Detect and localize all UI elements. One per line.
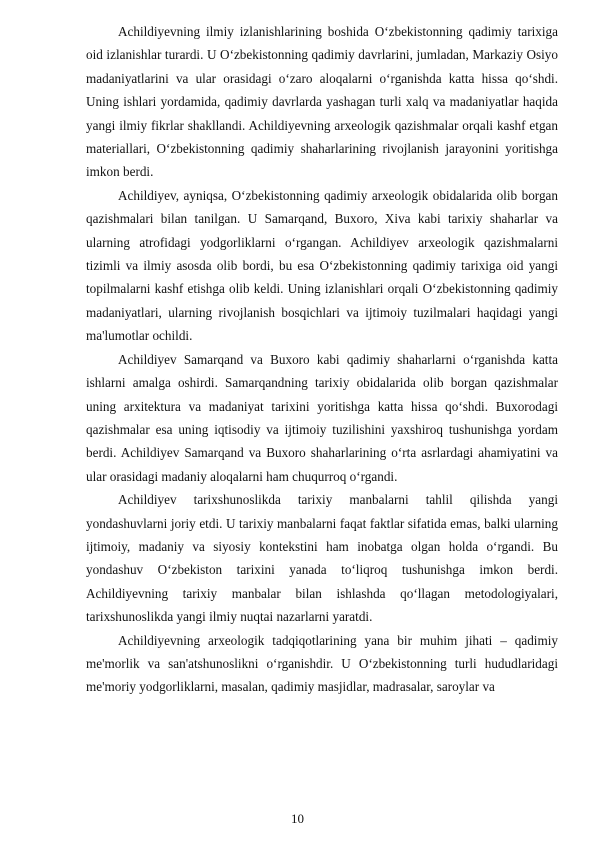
paragraph: Achildiyev, ayniqsa, O‘zbekistonning qadimiy arxeologik obidalarida olib borgan qazishmalari bilan tanilgan. U Samarqand, Buxoro, Xiva kabi tarixiy shaharlar va ularning atrofidagi yodgorliklarni o‘rgangan. Achildiyev arxeologik qazishmalarni tizimli va ilmiy asosda olib bordi, bu esa O‘zbekistonning qadimiy tarixiga oid yangi topilmalarni kashf etishga olib keldi. Uning izlanishlari orqali O‘zbekistonning qadimiy madaniyatlari, ularning rivojlanish bosqichlari va ijtimoiy tuzilmalari haqidagi yangi ma'lumotlar ochildi.	[86, 187, 558, 344]
body-text	[86, 20, 558, 699]
paragraph: Achildiyevning arxeologik tadqiqotlarining yana bir muhim jihati – qadimiy me'morlik va san'atshunoslikni o‘rganishdir. U O‘zbekistonning turli hududlaridagi me'moriy yodgorliklarni, masalan, qadimiy masjidlar, madrasalar, saroylar va	[86, 632, 558, 695]
paragraph: Achildiyevning ilmiy izlanishlarining boshida O‘zbekistonning qadimiy tarixiga oid izlanishlar turardi. U O‘zbekistonning qadimiy davrlarini, jumladan, Markaziy Osiyo madaniyatlarini va ular orasidagi o‘zaro aloqalarni o‘rganishda katta hissa qo‘shdi. Uning ishlari yordamida, qadimiy davrlarda yashagan turli xalq va madaniyatlar haqida yangi ilmiy fikrlar shakllandi. Achildiyevning arxeologik qazishmalar orqali kashf etgan materiallari, O‘zbekistonning qadimiy shaharlarining rivojlanish jarayonini yoritishga imkon berdi.	[86, 24, 558, 180]
paragraph: Achildiyev Samarqand va Buxoro kabi qadimiy shaharlarni o‘rganishda katta ishlarni amalga oshirdi. Samarqandning tarixiy obidalarida olib borgan qazishmalar uning arxitektura va madaniyat tarixini yoritishga katta hissa qo‘shdi. Buxorodagi qazishmalar esa uning iqtisodiy va ijtimoiy tuzilishini yaxshiroq tushunishga yordam berdi. Achildiyev Samarqand va Buxoro shaharlarining o‘rta asrlardagi ahamiyatini va ular orasidagi madaniy aloqalarni ham chuqurroq o‘rgandi.	[86, 351, 558, 484]
page-number: 10	[291, 811, 304, 826]
paragraph: Achildiyev tarixshunoslikda tarixiy manbalarni tahlil qilishda yangi yondashuvlarni joriy etdi. U tarixiy manbalarni faqat faktlar sifatida emas, balki ularning ijtimoiy, madaniy va siyosiy kontekstini ham inobatga olgan holda o‘rgandi. Bu yondashuv O‘zbekiston tarixini yanada to‘liqroq tushunishga imkon berdi. Achildiyevning tarixiy manbalar bilan ishlashda qo‘llagan metodologiyalari, tarixshunoslikda yangi ilmiy nuqtai nazarlarni yaratdi.	[86, 492, 558, 625]
